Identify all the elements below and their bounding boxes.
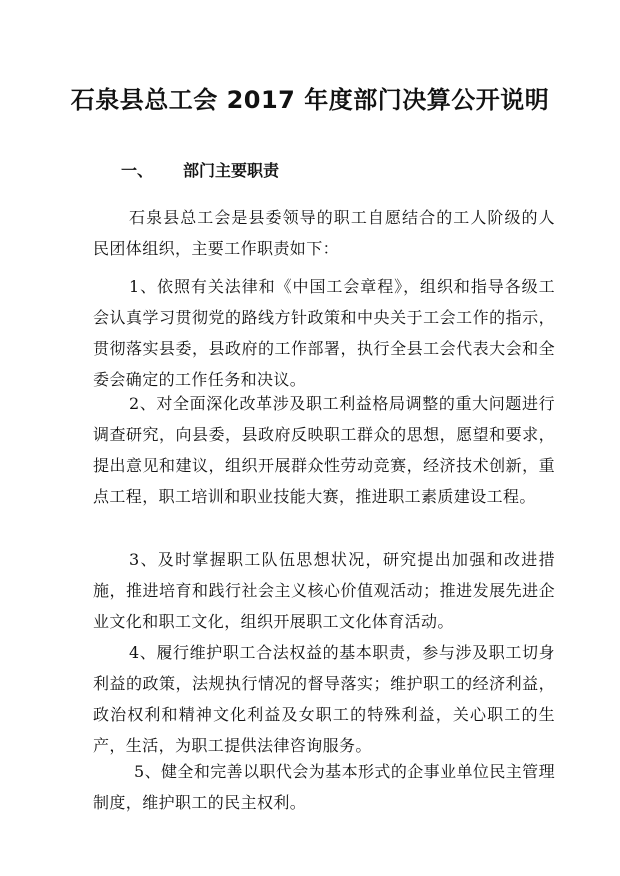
duty-paragraph-3: 3、及时掌握职工队伍思想状况，研究提出加强和改进措施，推进培育和践行社会主义核心价值观活动；推进发展先进企业文化和职工文化，组织开展职工文化体育活动。 xyxy=(93,550,555,631)
duty-paragraph-5: 5、健全和完善以职代会为基本形式的企事业单位民主管理制度，维护职工的民主权利。 xyxy=(93,762,555,812)
section-number: 一、 xyxy=(121,161,154,180)
duty-paragraph-1: 1、依照有关法律和《中国工会章程》，组织和指导各级工会认真学习贯彻党的路线方针政策和中央关于工会工作的指示，贯彻落实县委，县政府的工作部署，执行全县工会代表大会和全委会确定的工作任务和决议。 xyxy=(93,277,555,389)
duty-paragraph-2: 2、对全面深化改革涉及职工利益格局调整的重大问题进行调查研究，向县委，县政府反映职工群众的思想，愿望和要求，提出意见和建议，组织开展群众性劳动竞赛，经济技术创新，重点工程，职工培训和职业技能大赛，推进职工素质建设工程。 xyxy=(93,394,555,506)
section-heading xyxy=(121,158,279,181)
duty-paragraph-4: 4、履行维护职工合法权益的基本职责，参与涉及职工切身利益的政策，法规执行情况的督导落实；维护职工的经济利益，政治权利和精神文化利益及女职工的特殊利益，关心职工的生产，生活，为职工提供法律咨询服务。 xyxy=(93,643,555,755)
intro-paragraph: 石泉县总工会是县委领导的职工自愿结合的工人阶级的人民团体组织，主要工作职责如下： xyxy=(93,208,555,258)
section-title: 部门主要职责 xyxy=(183,161,280,180)
document-title: 石泉县总工会 2017 年度部门决算公开说明 xyxy=(70,86,550,114)
